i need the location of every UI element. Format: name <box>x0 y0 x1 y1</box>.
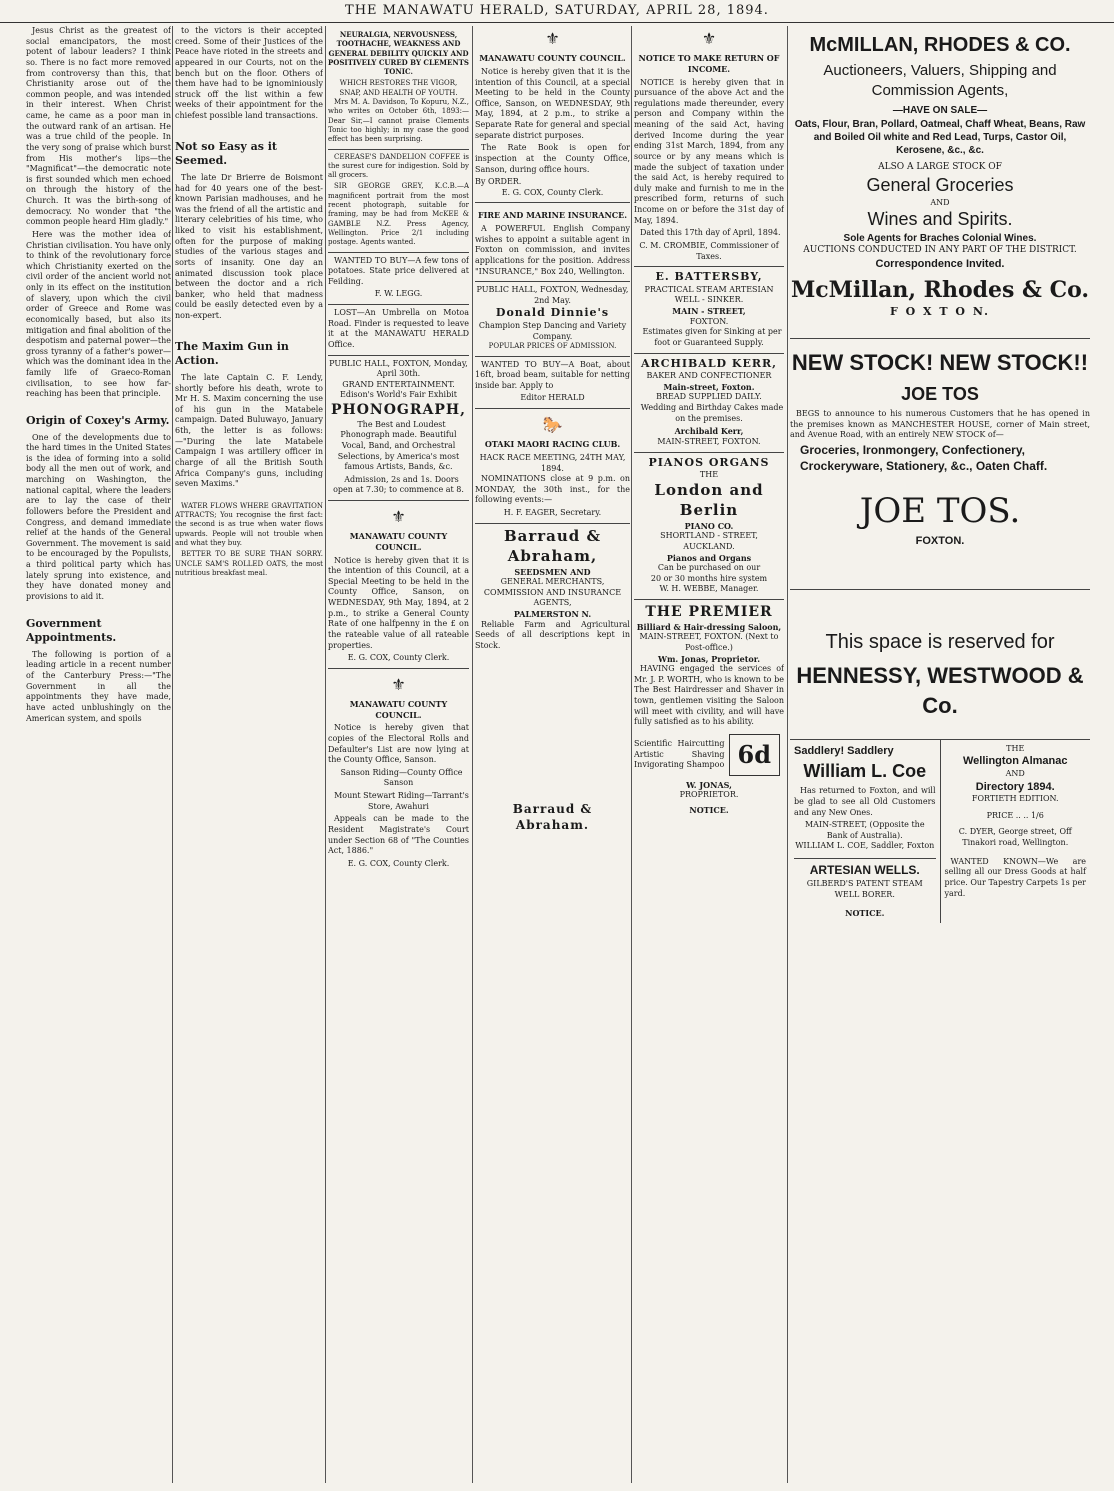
advert-text: WANTED TO BUY—A few tons of potatoes. State price delivered at Feilding. <box>328 255 469 286</box>
advert-text: Can be purchased on our <box>657 563 761 573</box>
article-heading: Government Appointments. <box>26 616 117 645</box>
advert-text: This space is reserved for <box>825 630 1055 653</box>
column-2 <box>175 26 323 1481</box>
advert-text: MAIN-STREET, FOXTON. <box>657 436 761 446</box>
column-4 <box>475 26 630 1481</box>
advert-text: GILBERD'S PATENT STEAM WELL BORER. <box>806 878 923 899</box>
advert-text: Scientific Haircutting Artistic Shaving Invigorating Shampoo <box>634 738 725 770</box>
advert-text: Has returned to Foxton, and will be glad to see all Old Customers and any New Ones. <box>794 786 936 817</box>
advert-text: FORTIETH EDITION. <box>971 794 1059 804</box>
notice-signature: C. M. CROMBIE, Commissioner of Taxes. <box>639 240 779 261</box>
advert-text: BAKER AND CONFECTIONER <box>646 371 772 381</box>
advert-text: CEREASE'S DANDELION COFFEE is the surest cure for indigestion. Sold by all grocers. <box>328 152 469 180</box>
advert-text: HAVING engaged the services of Mr. J. P. WORTH, who is known to be The Best Hairdresser and Shaver in town, gentlemen visiting the Saloon will meet with civility, and will have fully satisfied as to his ability. <box>634 664 784 727</box>
advert-text: 20 or 30 months hire system <box>650 573 768 583</box>
column-6 <box>790 26 1090 1481</box>
article-paragraph: The late Dr Brierre de Boismont had for 40 years one of the best-known Parisian madhouses, and he was the friend of all the artistic and literary celebrities of his time, who liked to visit his establishment, often for the purpose of making studies of the various stages and sorts of insanity. One day an animated discussion took place between the doctor and a rich banker, who held that madness could be easily detected even by a non-expert. <box>175 172 323 320</box>
advert-text: LOST—An Umbrella on Motoa Road. Finder is requested to leave it at the MANAWATU HERALD Office. <box>328 308 469 349</box>
advert-title: McMillan, Rhodes & Co. <box>790 277 1090 304</box>
saddlery-advert <box>790 740 941 923</box>
advert-title: JOE TOS. <box>859 490 1021 531</box>
advert-subheading: HACK RACE MEETING, 24TH MAY, 1894. <box>479 452 626 473</box>
column-3 <box>328 26 469 1481</box>
notice-heading: NOTICE. <box>845 908 885 919</box>
advert-title: William L. Coe <box>803 761 927 782</box>
price-box: 6d <box>729 734 780 776</box>
advert-title: PIANOS ORGANS <box>648 455 770 469</box>
column-rule <box>325 26 326 1483</box>
masthead: THE MANAWATU HERALD, SATURDAY, APRIL 28, 1894. <box>0 0 1114 23</box>
notice-signature: E. G. COX, County Clerk. <box>347 653 450 663</box>
advert-subheading: WHICH RESTORES THE VIGOR, SNAP, AND HEALTH OF YOUTH. <box>339 79 458 97</box>
advert-text: POPULAR PRICES OF ADMISSION. <box>488 342 617 351</box>
advert-text: PRACTICAL STEAM ARTESIAN WELL - SINKER. <box>644 284 774 305</box>
advert-title: ARCHIBALD KERR, <box>641 356 777 370</box>
advert-signature: Archibald Kerr, <box>674 426 744 437</box>
advert-heading: NEURALGIA, NERVOUSNESS, TOOTHACHE, WEAKNESS AND GENERAL DEBILITY QUICKLY AND POSITIVELY CURED BY CLEMENTS TONIC. <box>328 30 469 77</box>
advert-text: MAIN - STREET, <box>672 306 746 317</box>
notice-text: The Rate Book is open for inspection at the County Office, Sanson, during office hours. <box>475 143 630 174</box>
notice-signature: E. G. COX, County Clerk. <box>347 858 450 868</box>
advert-text: THE <box>1006 743 1025 753</box>
advert-text: SIR GEORGE GREY, K.C.B.—A magnificent portrait from the most recent photograph, suitable for framing, may be had from McKEE & GAMBLE N.Z. Press Agency, Wellington. Price 2/1 including postage. Agents wanted. <box>328 182 469 247</box>
advert-subtitle: Auctioneers, Valuers, Shipping and Commission Agents, <box>823 61 1057 99</box>
advert-signature: WILLIAM L. COE, Saddler, Foxton <box>795 841 935 851</box>
advert-text: Champion Step Dancing and Variety Company. <box>478 321 627 341</box>
advert-text: AND <box>1005 768 1025 778</box>
advert-text: NOMINATIONS close at 9 p.m. on MONDAY, the 30th inst., for the following events:— <box>475 474 630 505</box>
advert-text: Edison's World's Fair Exhibit <box>340 390 457 400</box>
advert-text: WANTED KNOWN—We are selling all our Dress Goods at half price. Our Tapestry Carpets 1s per yard. <box>944 856 1086 898</box>
advert-text: The Best and Loudest Phonograph made. Beautiful Vocal, Band, and Orchestral Selections, by America's most famous Artists, Bands, &c. <box>337 419 460 472</box>
advert-text: BREAD SUPPLIED DAILY. <box>656 392 762 402</box>
advert-text: FOXTON. <box>915 535 965 548</box>
advert-text: SEEDSMEN AND <box>514 566 591 577</box>
advert-signature: C. DYER, George street, Off Tinakori road, Wellington. <box>958 827 1072 848</box>
article-paragraph: Jesus Christ as the greatest of social emancipators, the most potent of labour leaders? I think so. There is no fact more removed from controversy than this, that Christianity arose out of the common people, and was intended in their interest. When Christ came, he came as a poor man in the outward rank of an artisan. He was a true child of the people. In the very song of praise which burst from His mother's lips—the "Magnificat"—the democratic note is first sounded which men echoed on through the history of the Church. It was the birth-song of democracy. No wonder that "the common people heard Him gladly." <box>26 26 171 227</box>
advert-title: NEW STOCK! NEW STOCK!! <box>791 349 1089 375</box>
crest-icon: ⚜ <box>545 29 560 48</box>
notice-heading: MANAWATU COUNTY COUNCIL. <box>479 53 626 64</box>
advert-title: McMILLAN, RHODES & CO. <box>809 34 1071 56</box>
notice-text: Mount Stewart Riding—Tarrant's Store, Awahuri <box>334 791 469 811</box>
advert-text: Pianos and Organs <box>666 552 752 563</box>
advert-title: Barraud & Abraham, <box>503 526 602 565</box>
notice-heading: NOTICE. <box>689 805 729 816</box>
advert-title: THE PREMIER <box>645 604 773 621</box>
advert-text: Sole Agents for Braches Colonial Wines. <box>843 233 1037 245</box>
advert-subheading: GRAND ENTERTAINMENT. <box>342 379 455 389</box>
advert-heading: PUBLIC HALL, FOXTON, Wednesday, 2nd May. <box>476 285 629 305</box>
advert-text: Reliable Farm and Agricultural Seeds of all descriptions kept in Stock. <box>475 619 630 650</box>
advert-text: Oats, Flour, Bran, Pollard, Oatmeal, Chaff Wheat, Beans, Raw and Boiled Oil white and Red Lead, Turps, Castor Oil, Kerosene, &c., &c. <box>794 118 1086 157</box>
notice-text: Notice is hereby given that it is the intention of this Council, at a special Meeting to be held in the County Office, Sanson, on WEDNESDAY, 9th May, 1894, at 2 p.m., to strike a Separate Rate for general and special separate district purposes. <box>475 66 630 140</box>
advert-title: E. BATTERSBY, <box>655 270 763 284</box>
column-rule <box>172 26 173 1483</box>
advert-title: Donald Dinnie's <box>495 306 610 320</box>
column-rule <box>631 26 632 1483</box>
notice-text: NOTICE is hereby given that in pursuance of the above Act and the regulations made thereunder, every person and Company within the meaning of the said Act, having derived Income during the year ending 31st March, 1894, from any source or by any means which is made the subject of taxation under the said Act, is hereby required to duly make and furnish to me in the prescribed form, returns of such Income on or before the 31st day of May, 1894. <box>634 77 784 225</box>
advert-title: PHONOGRAPH, <box>330 402 467 419</box>
advert-text: PALMERSTON N. <box>513 609 592 620</box>
advert-text: Correspondence Invited. <box>875 258 1005 271</box>
advert-heading: OTAKI MAORI RACING CLUB. <box>484 439 621 450</box>
advert-signature: Editor HERALD <box>520 393 585 403</box>
advert-signature: H. F. EAGER, Secretary. <box>503 508 602 518</box>
advert-title: JOE TOS <box>901 384 979 405</box>
advert-title: HENNESSY, WESTWOOD & Co. <box>796 663 1084 718</box>
article-paragraph: to the victors is their accepted creed. Some of their Justices of the Peace have rioted in the streets and appeared in our Courts, not on the bench but on the floor. Others of them have had to be ignominiously struck off the list within a few weeks of their appointment for the chiefest possible land transactions. <box>175 26 323 120</box>
advert-text: Estimates given for Sinking at per foot or Guaranteed Supply. <box>642 327 782 347</box>
notice-heading: MANAWATU COUNTY COUNCIL. <box>349 699 448 720</box>
advert-text: BEGS to announce to his numerous Customers that he has opened in the premises known as MANCHESTER HOUSE, corner of Main street, and Avenue Road, with an entirely NEW STOCK of— <box>790 409 1090 440</box>
advert-text: AGENTS, <box>533 598 572 608</box>
article-paragraph: The following is portion of a leading article in a recent number of the Canterbury Press:—"The Government in all the appointments they have made, have acted unblushingly on the American system, and spoils <box>26 649 171 723</box>
notice-text: Dated this 17th day of April, 1894. <box>640 228 781 238</box>
advert-text: MAIN-STREET, FOXTON. (Next to Post-office.) <box>639 632 779 652</box>
advert-text: Mrs M. A. Davidson, To Kopuru, N.Z., who writes on October 6th, 1893:—Dear Sir,—I cannot praise Clements Tonic too highly; in my case the good effect has been surprising. <box>328 98 469 144</box>
advert-text: PIANO CO. <box>684 520 734 531</box>
advert-title: ARTESIAN WELLS. <box>794 858 936 879</box>
article-heading: Origin of Coxey's Army. <box>26 413 170 427</box>
advert-text: WATER FLOWS WHERE GRAVITATION ATTRACTS; You recognise the first fact: the second is as true when water flows upwards. People will not trouble when and what they buy. <box>175 501 323 547</box>
advert-signature: F. W. LEGG. <box>374 289 423 299</box>
advert-text: FOXTON. <box>689 316 729 326</box>
article-paragraph: One of the developments due to the hard times in the United States is the idea of forming into a solid body all the men out of work, and marching on Washington, the national capital, where the leaders are to lay the case of their followers before the President and Congress, and demand immediate relief at the hands of the General Government. The movement is said to be encouraged by the Populists, a third political party which has lately sprung into existence, and they have donated money and provisions to aid it. <box>26 432 171 601</box>
advert-text: F O X T O N. <box>889 305 991 319</box>
advert-heading: FIRE AND MARINE INSURANCE. <box>477 210 628 221</box>
advert-text: A POWERFUL English Company wishes to appoint a suitable agent in Foxton on commission, and invites applications for the position. Address "INSURANCE," Box 240, Wellington. <box>475 224 630 276</box>
article-heading: The Maxim Gun in Action. <box>175 339 289 368</box>
advert-text: SHORTLAND - STREET, AUCKLAND. <box>660 531 758 551</box>
advert-text: Billiard & Hair-dressing Saloon, <box>636 621 782 632</box>
article-paragraph: The late Captain C. F. Lendy, shortly before his death, wrote to Mr H. S. Maxim concerning the use of his gun in the Matabele campaign. Dated Buluwayo, January 6th, the letter is as follows:—"During the late Matabele Campaign I was artillery officer in charge of all the British South Africa Company's guns, including seven Maxims." <box>175 372 323 489</box>
column-5 <box>634 26 784 1481</box>
notice-text: Notice is hereby given that copies of the Electoral Rolls and Defaulter's List are now lying at the County Office, Sanson. <box>328 723 469 765</box>
advert-text: Groceries, Ironmongery, Confectionery, Crockeryware, Stationery, &c., Oaten Chaff. <box>800 442 1048 473</box>
advert-heading: PUBLIC HALL, FOXTON, Monday, April 30th. <box>329 358 468 379</box>
crest-icon: ⚜ <box>391 507 406 527</box>
notice-text: Appeals can be made to the Resident Magistrate's Court under Section 68 of "The Counties Act, 1886." <box>328 814 469 856</box>
advert-text: AND <box>930 197 950 207</box>
notice-heading: NOTICE TO MAKE RETURN OF INCOME. <box>638 53 780 74</box>
column-1 <box>26 26 171 1481</box>
advert-text: COMMISSION AND INSURANCE <box>483 587 622 597</box>
notice-text: Notice is hereby given that it is the intention of this Council, at a Special Meeting to be held in the County Office, Sanson, on WEDNESDAY, 9th May, 1894, at 2 p.m., to strike a General County Rate of one halfpenny in the £ on the rateable value of all rateable properties. <box>328 555 469 650</box>
notice-text: By ORDER. <box>475 177 522 187</box>
advert-title: Wellington Almanac <box>962 755 1068 768</box>
advert-text: Saddlery! Saddlery <box>794 744 894 757</box>
advert-text: AUCTIONS CONDUCTED IN ANY PART OF THE DISTRICT. <box>803 245 1077 256</box>
horse-race-icon: 🐎 <box>542 415 563 435</box>
notice-signature: E. G. COX, County Clerk. <box>501 187 604 197</box>
advert-text: Admission, 2s and 1s. Doors open at 7.30; to commence at 8. <box>333 474 464 495</box>
advert-signature: W. JONAS, <box>686 779 732 790</box>
advert-title: London and Berlin <box>654 480 764 519</box>
notice-heading: MANAWATU COUNTY COUNCIL. <box>349 531 448 552</box>
price-text: PRICE .. .. 1/6 <box>986 810 1044 820</box>
advert-text: BETTER TO BE SURE THAN SORRY. UNCLE SAM'S ROLLED OATS, the most nutritious breakfast meal. <box>175 550 323 577</box>
advert-text: ALSO A LARGE STOCK OF <box>878 161 1002 172</box>
article-paragraph: Here was the mother idea of Christian civilisation. You have only to think of the revolutionary force which Christianity exerted on the civil order of the ancient world not only in its effect on the institution of slavery, upon which the civil order of Greece and Rome was economically based, but also its mitigation and final abolition of the despotism and paternal power—the gross tyranny of a father's power—which was the dominant idea in the family life of Graeco-Roman civilisation, to see how far-reaching has been that principle. <box>26 229 171 399</box>
column-rule <box>787 26 788 1483</box>
advert-title: Directory 1894. <box>975 780 1055 793</box>
advert-signature: W. H. WEBBE, Manager. <box>659 584 759 594</box>
article-heading: Not so Easy as it Seemed. <box>175 139 277 168</box>
advert-text: GENERAL MERCHANTS, <box>500 577 605 587</box>
advert-text: —HAVE ON SALE— <box>892 105 988 117</box>
advert-text: WANTED TO BUY—A Boat, about 16ft, broad beam, suitable for netting inside bar. Apply to <box>475 359 630 390</box>
column-rule <box>472 26 473 1483</box>
advert-text: General Groceries <box>866 174 1014 195</box>
advert-text: MAIN-STREET, (Opposite the Bank of Australia). <box>804 820 925 840</box>
almanac-advert <box>941 740 1091 923</box>
advert-text: PROPRIETOR. <box>679 790 739 800</box>
advert-text: Wines and Spirits. <box>867 209 1013 230</box>
crest-icon: ⚜ <box>391 674 406 694</box>
advert-text: Main-street, Foxton. <box>663 381 755 392</box>
crest-icon: ⚜ <box>701 29 717 48</box>
advert-text: THE <box>699 470 719 480</box>
advert-title: Barraud & Abraham. <box>512 801 593 832</box>
notice-text: Sanson Riding—County Office Sanson <box>340 767 463 788</box>
advert-signature: Wm. Jonas, Proprietor. <box>657 653 760 664</box>
advert-text: Wedding and Birthday Cakes made on the premises. <box>640 403 784 423</box>
